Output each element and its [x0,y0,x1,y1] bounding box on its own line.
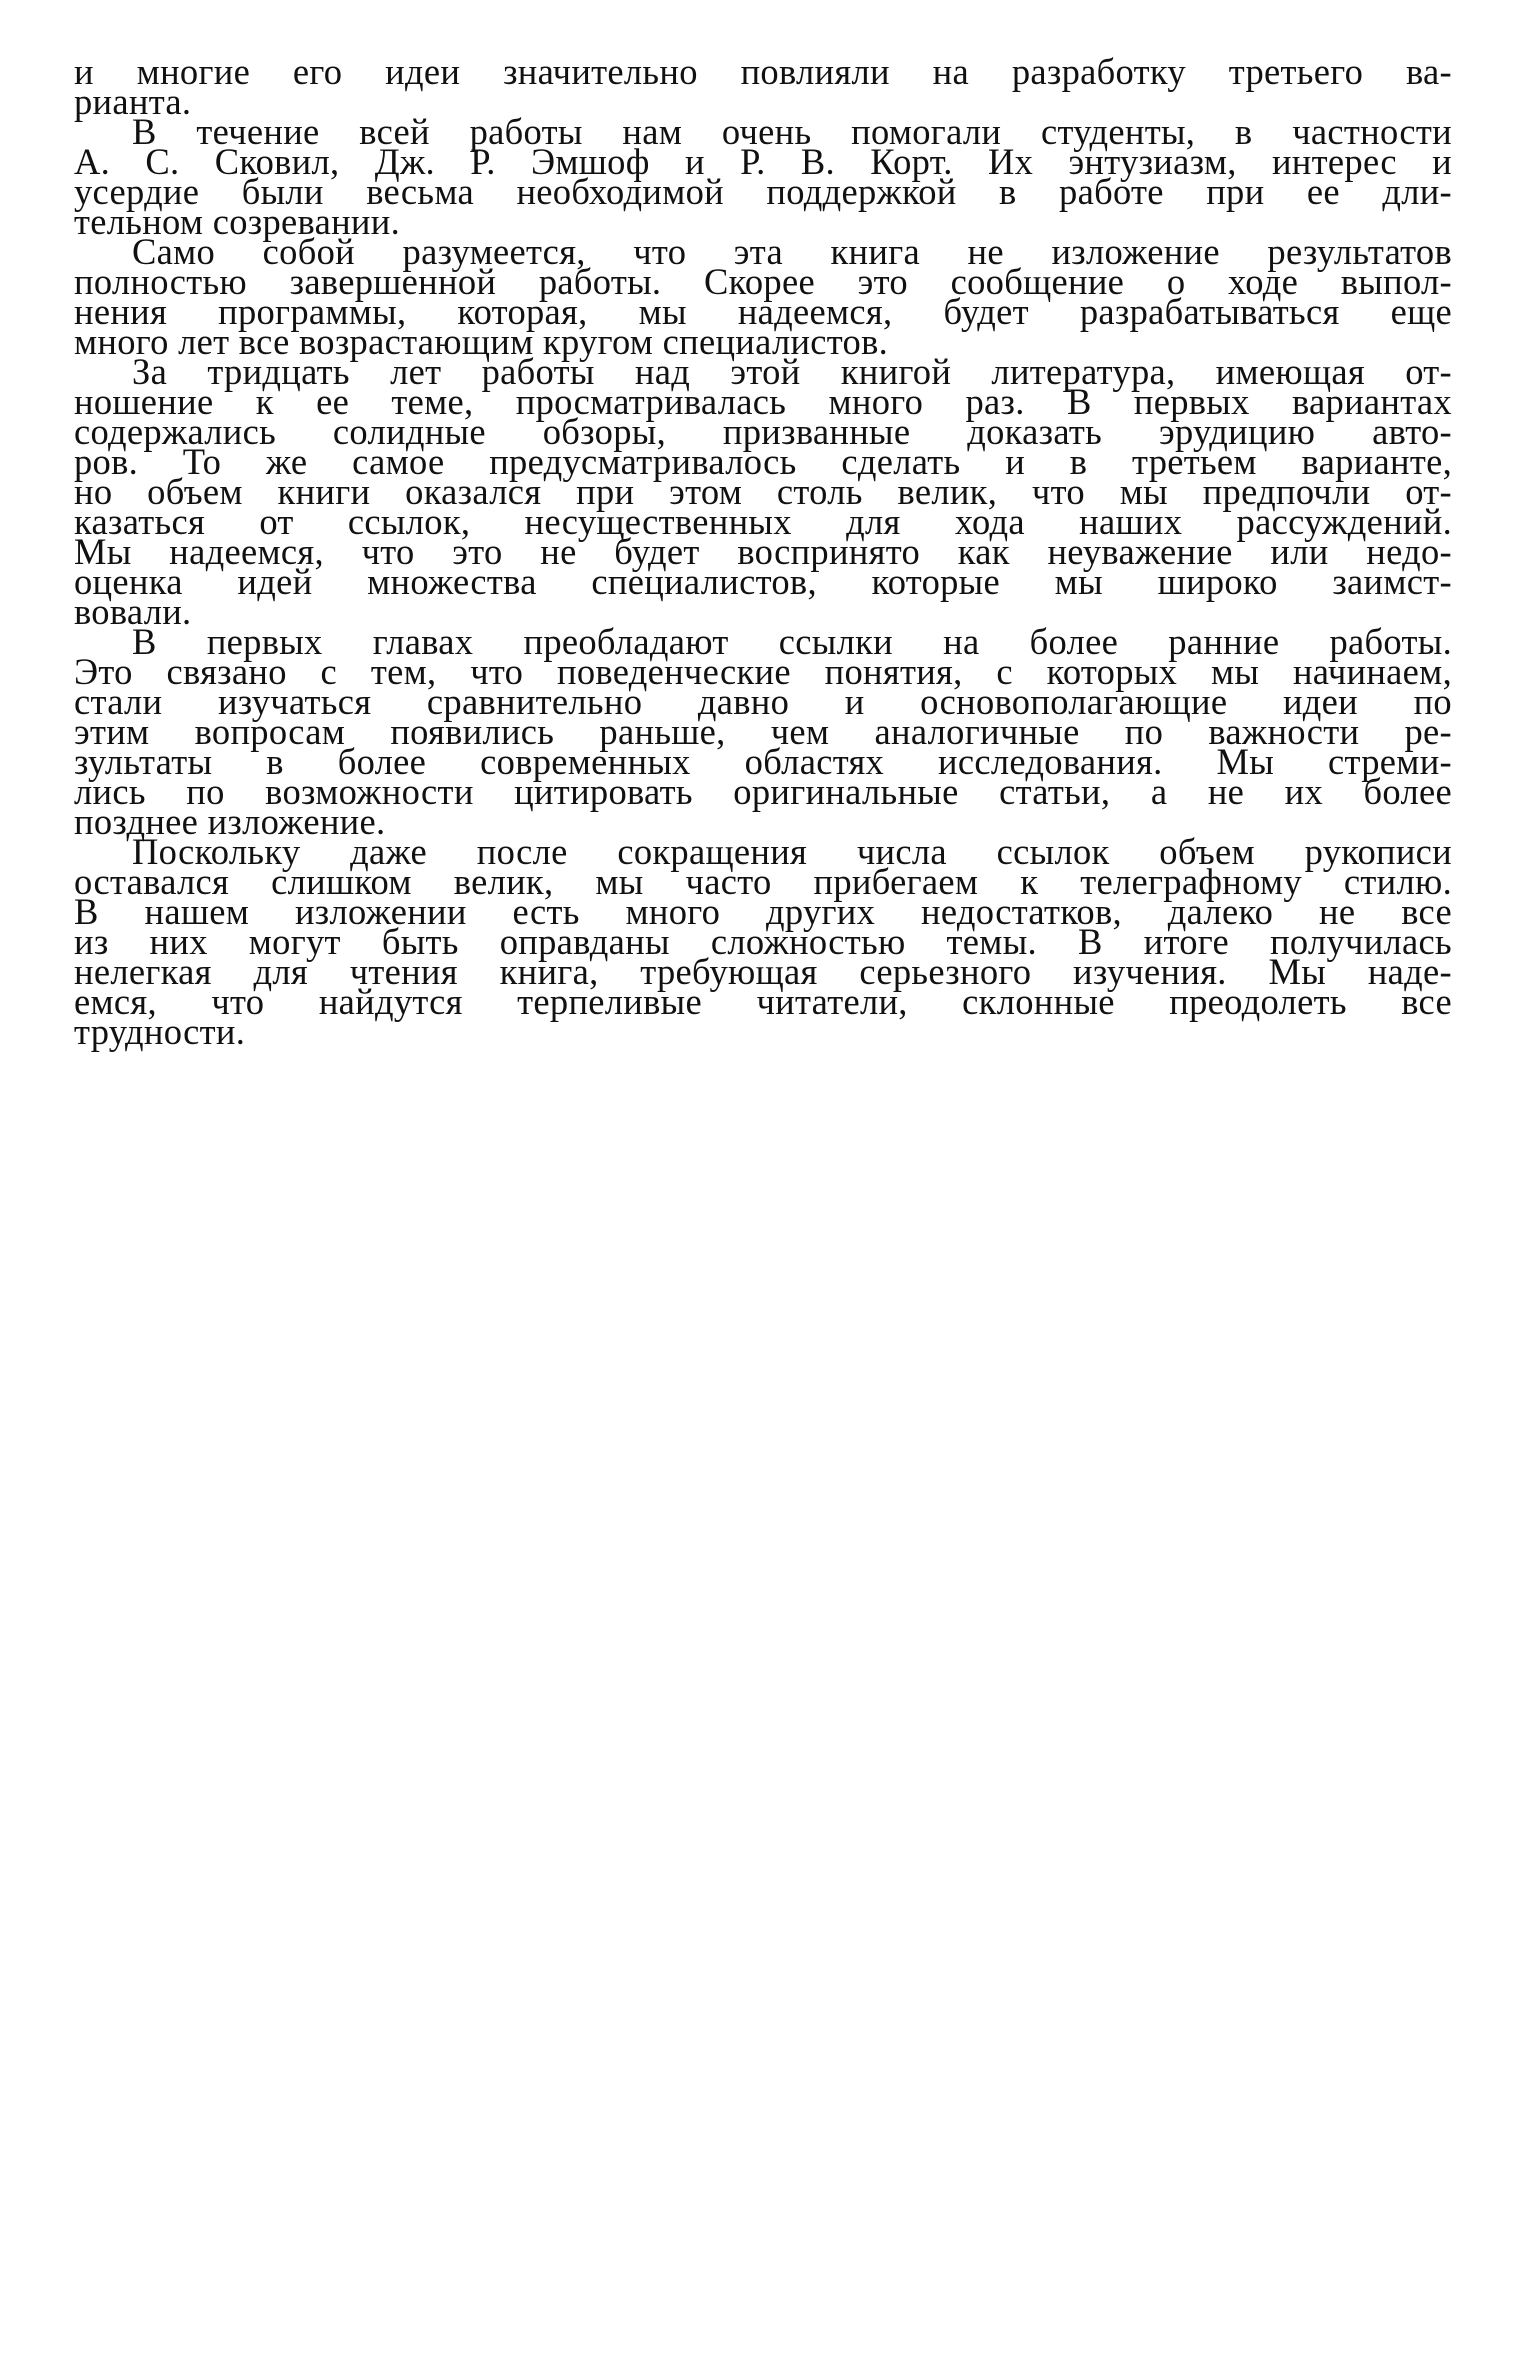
text-line: Поскольку даже после сокращения числа ссылок объем рукописи [132,831,1452,872]
text-line: трудности. [74,1011,246,1052]
text-line: казаться от ссылок, несущественных для хода наших рассуждений. [74,501,1452,542]
text-line: рианта. [74,81,192,122]
text-line: Мы надеемся, что это не будет воспринято как неуважение или недо- [74,531,1452,572]
text-line: вовали. [74,591,192,632]
text-line: зультаты в более современных областях исследования. Мы стреми- [74,741,1452,782]
text-line: ров. То же самое предусматривалось сделать и в третьем варианте, [74,441,1452,482]
text-line: позднее изложение. [74,801,386,842]
text-line: содержались солидные обзоры, призванные доказать эрудицию авто- [74,411,1452,452]
text-line: В первых главах преобладают ссылки на более ранние работы. [132,621,1452,662]
text-line: и многие его идеи значительно повлияли на разработку третьего ва- [74,51,1452,92]
text-line: этим вопросам появились раньше, чем аналогичные по важности ре- [74,711,1452,752]
text-line: Это связано с тем, что поведенческие понятия, с которых мы начинаем, [74,651,1452,692]
text-line: В нашем изложении есть много других недостатков, далеко не все [74,891,1452,932]
text-line: усердие были весьма необходимой поддержкой в работе при ее дли- [74,171,1452,212]
text-line: из них могут быть оправданы сложностью темы. В итоге получилась [74,921,1452,962]
text-line: ношение к ее теме, просматривалась много раз. В первых вариантах [74,381,1452,422]
text-line: лись по возможности цитировать оригинальные статьи, а не их более [74,771,1452,812]
text-line: В течение всей работы нам очень помогали студенты, в частности [132,111,1452,152]
text-line: оценка идей множества специалистов, которые мы широко заимст- [74,561,1452,602]
text-line: много лет все возрастающим кругом специалистов. [74,321,889,362]
text-line: Само собой разумеется, что эта книга не изложение результатов [132,231,1452,272]
text-line: А. С. Сковил, Дж. Р. Эмшоф и Р. В. Корт. Их энтузиазм, интерес и [74,141,1452,182]
text-line: полностью завершенной работы. Скорее это сообщение о ходе выпол- [74,261,1452,302]
text-line: емся, что найдутся терпеливые читатели, склонные преодолеть все [74,981,1452,1022]
text-line: но объем книги оказался при этом столь велик, что мы предпочли от- [74,471,1452,512]
text-line: оставался слишком велик, мы часто прибегаем к телеграфному стилю. [74,861,1452,902]
text-line: стали изучаться сравнительно давно и основополагающие идеи по [74,681,1452,722]
text-line: За тридцать лет работы над этой книгой литература, имеющая от- [132,351,1452,392]
text-line: нения программы, которая, мы надеемся, будет разрабатываться еще [74,291,1452,332]
text-line: нелегкая для чтения книга, требующая серьезного изучения. Мы наде- [74,951,1452,992]
text-line: тельном созревании. [74,201,401,242]
